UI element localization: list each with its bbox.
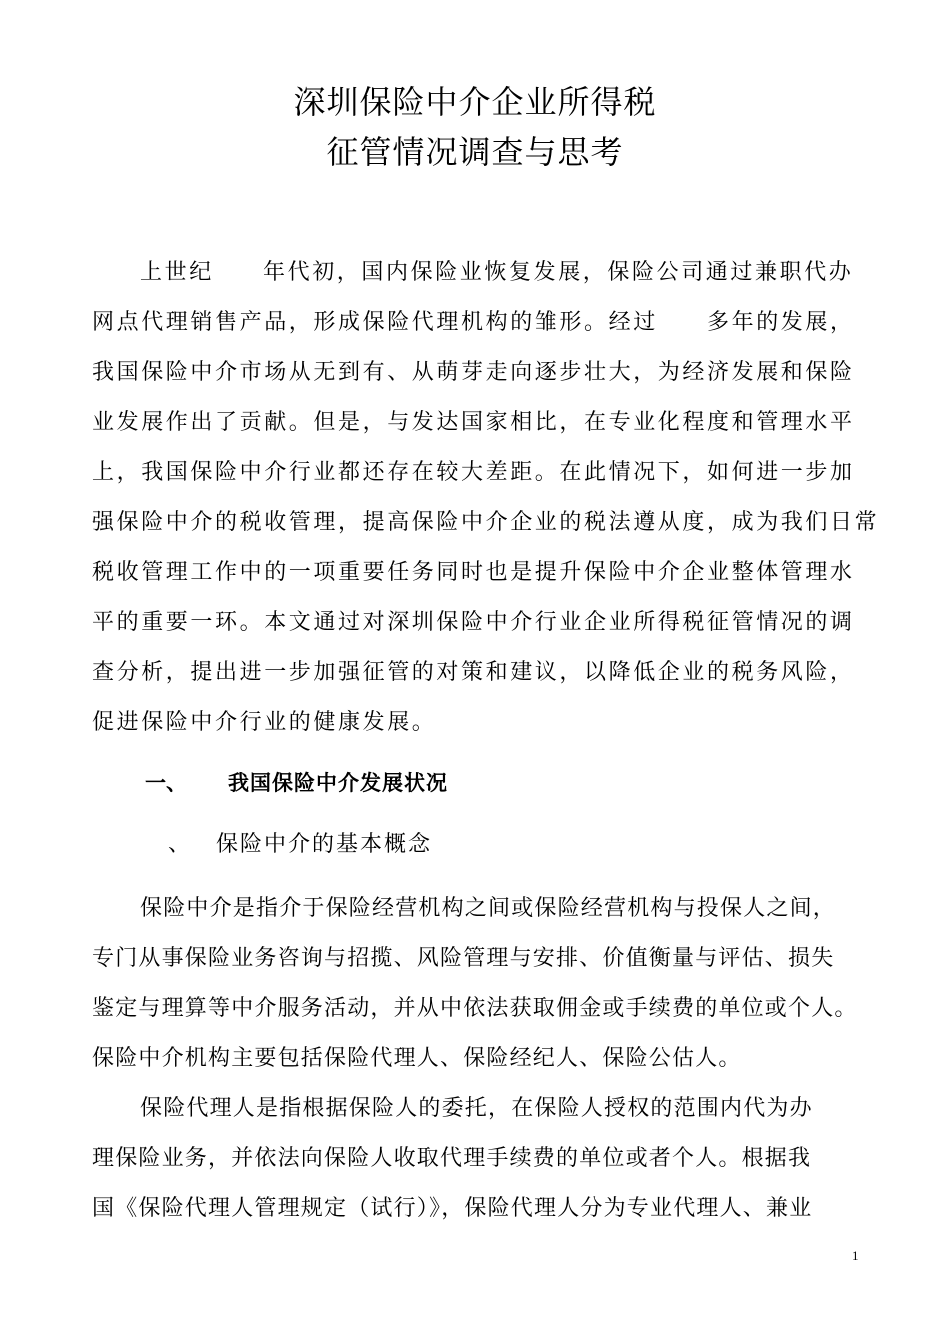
intro-paragraph-line: 税收管理工作中的一项重要任务同时也是提升保险中介企业整体管理水 xyxy=(92,560,855,585)
agent-paragraph-line: 理保险业务，并依法向保险人收取代理手续费的单位或者个人。根据我 xyxy=(92,1146,812,1171)
definition-paragraph-line: 保险中介机构主要包括保险代理人、保险经纪人、保险公估人。 xyxy=(92,1046,742,1071)
agent-paragraph-line: 保险代理人是指根据保险人的委托，在保险人授权的范围内代为办 xyxy=(140,1096,813,1121)
intro-paragraph-line: 平的重要一环。本文通过对深圳保险中介行业企业所得税征管情况的调 xyxy=(92,610,855,635)
intro-paragraph-line: 我国保险中介市场从无到有、从萌芽走向逐步壮大，为经济发展和保险 xyxy=(92,360,855,385)
intro-paragraph-line: 网点代理销售产品，形成保险代理机构的雏形。经过 多年的发展， xyxy=(92,310,855,335)
document-title-line-2: 征管情况调查与思考 xyxy=(326,133,624,171)
intro-paragraph-line: 强保险中介的税收管理，提高保险中介企业的税法遵从度，成为我们日常 xyxy=(92,510,880,535)
intro-paragraph-line: 查分析，提出进一步加强征管的对策和建议，以降低企业的税务风险， xyxy=(92,660,855,685)
agent-paragraph-line: 国《保险代理人管理规定（试行）》，保险代理人分为专业代理人、兼业 xyxy=(92,1196,813,1221)
definition-paragraph-line: 专门从事保险业务咨询与招揽、风险管理与安排、价值衡量与评估、损失 xyxy=(92,946,835,971)
section-1-number: 一、 xyxy=(145,771,187,795)
page-number: 1 xyxy=(852,1248,859,1263)
definition-paragraph-line: 保险中介是指介于保险经营机构之间或保险经营机构与投保人之间， xyxy=(140,896,837,921)
document-title-line-1: 深圳保险中介企业所得税 xyxy=(293,83,657,121)
intro-paragraph-line: 促进保险中介行业的健康发展。 xyxy=(92,710,437,735)
subsection-1-title: 保险中介的基本概念 xyxy=(216,832,433,857)
intro-paragraph-line: 上世纪 年代初，国内保险业恢复发展，保险公司通过兼职代办 xyxy=(140,260,854,285)
intro-paragraph-line: 业发展作出了贡献。但是，与发达国家相比，在专业化程度和管理水平 xyxy=(92,410,855,435)
subsection-1-number: 、 xyxy=(168,832,193,857)
section-1-title: 我国保险中介发展状况 xyxy=(228,771,448,795)
definition-paragraph-line: 鉴定与理算等中介服务活动，并从中依法获取佣金或手续费的单位或个人。 xyxy=(92,996,858,1021)
intro-paragraph-line: 上，我国保险中介行业都还存在较大差距。在此情况下，如何进一步加 xyxy=(92,460,855,485)
